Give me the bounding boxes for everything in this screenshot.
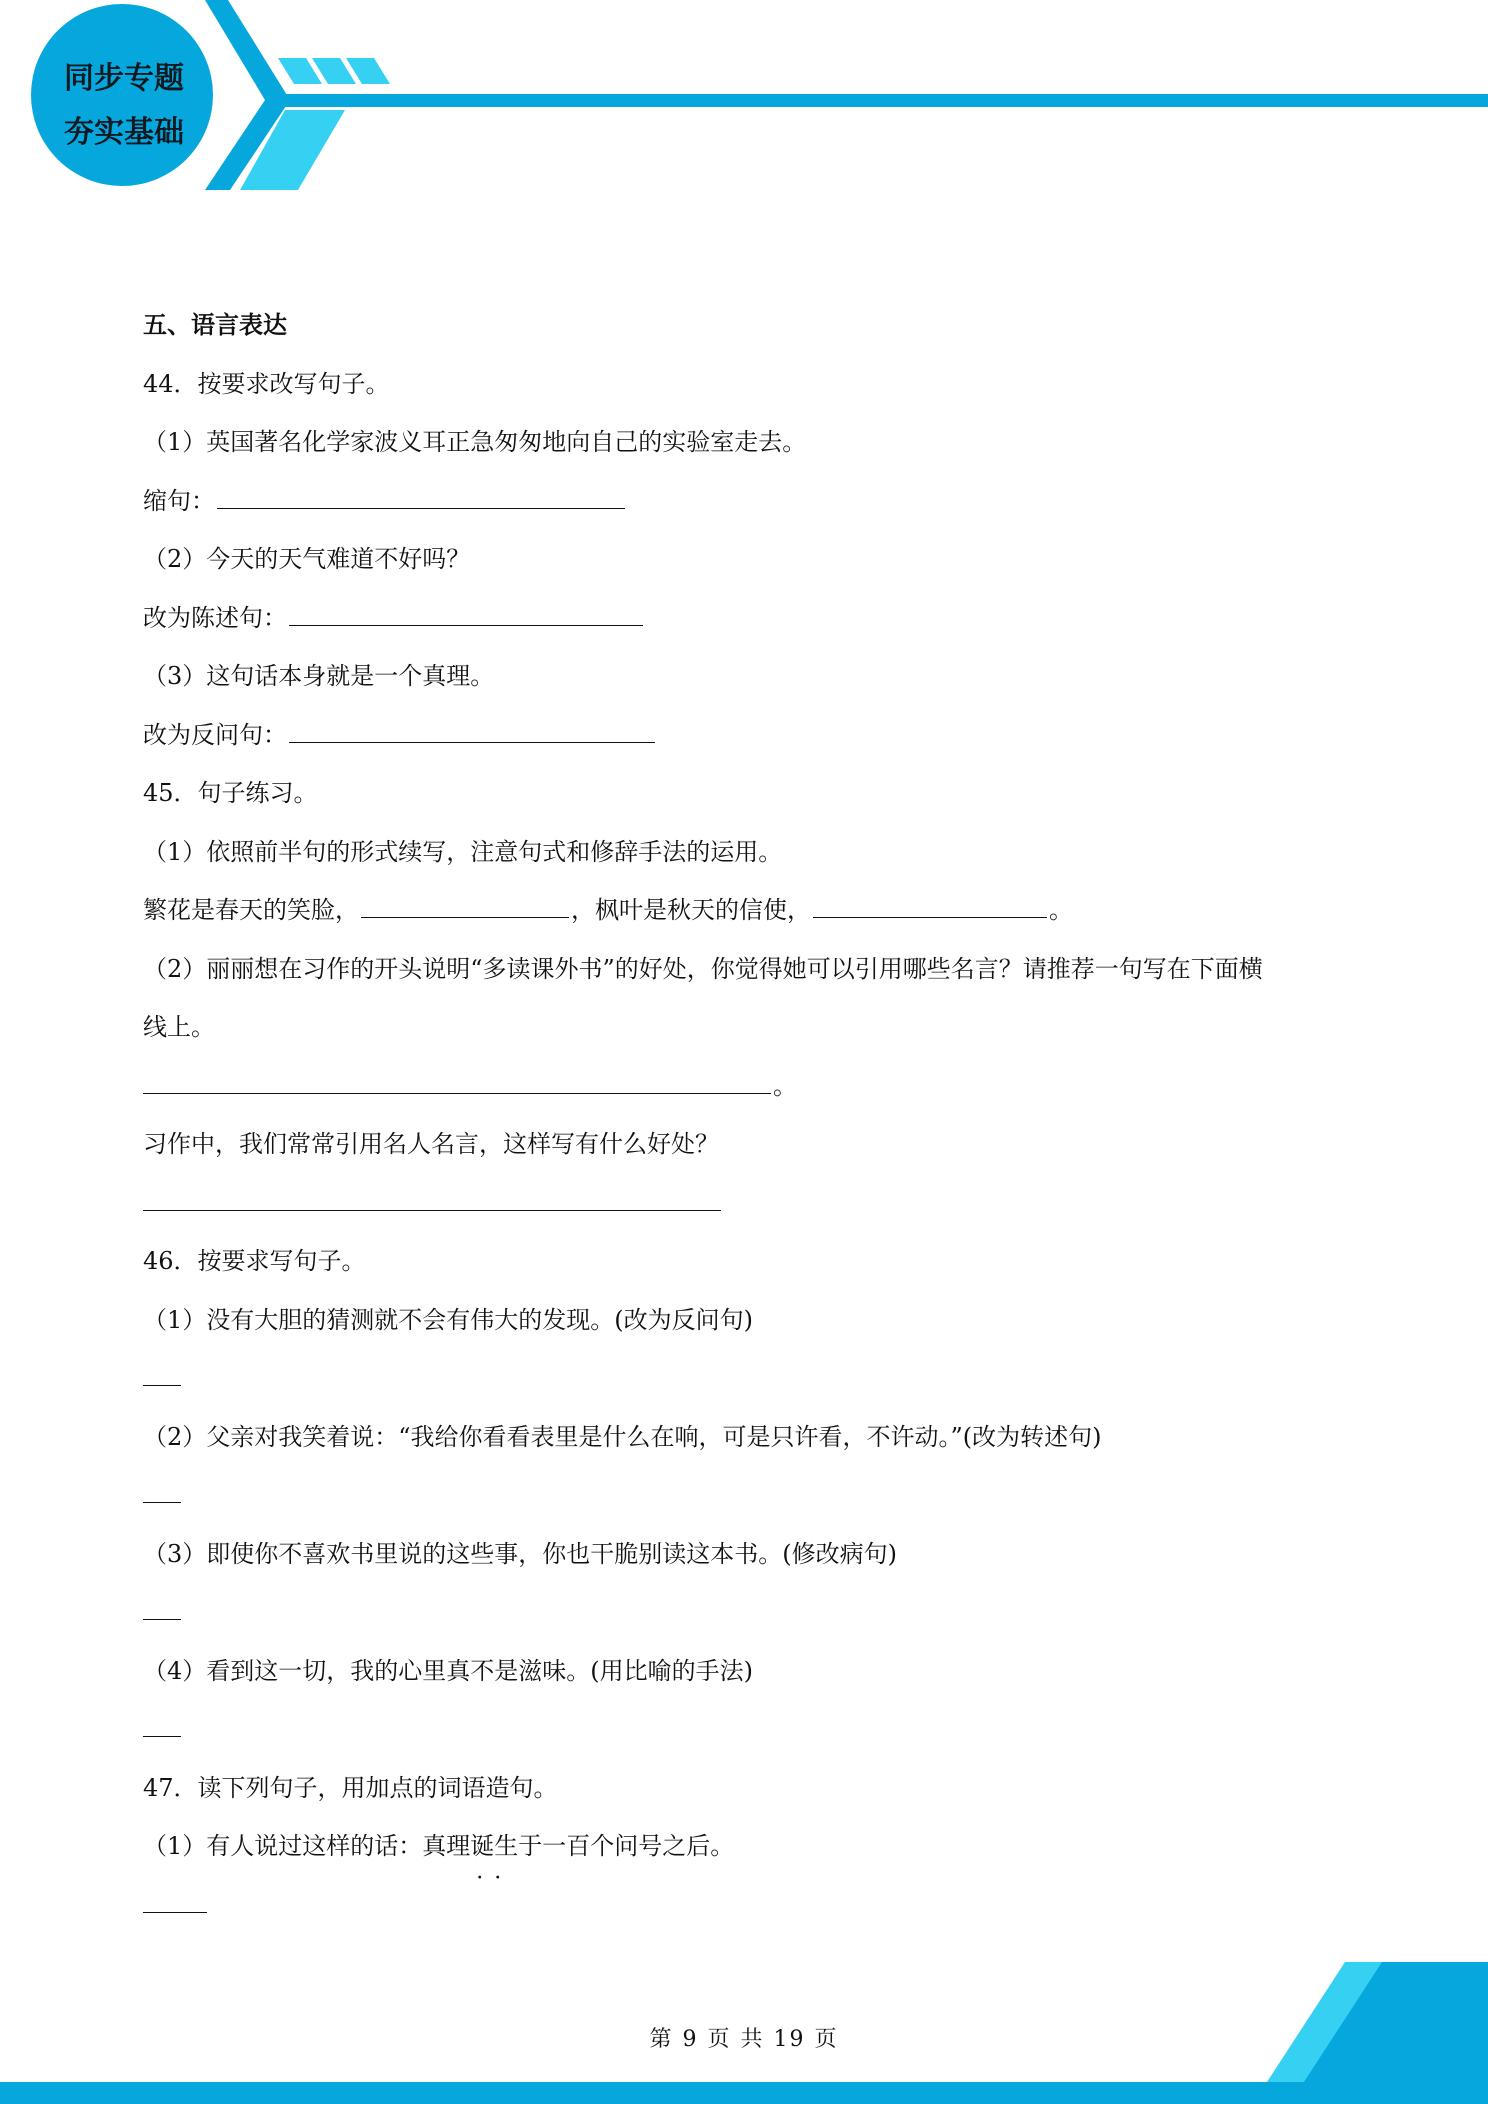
q46-part1-answer-blank[interactable] xyxy=(143,1355,181,1386)
header-band xyxy=(270,94,1488,107)
q47-part1 xyxy=(143,1817,1363,1876)
q44-part1-answer-label: 缩句： xyxy=(143,486,215,515)
q44-part3-answer xyxy=(143,706,1363,765)
q45-part2-answer-end: 。 xyxy=(773,1071,797,1100)
q45-part3: 习作中，我们常常引用名人名言，这样写有什么好处？ xyxy=(143,1130,719,1158)
document-body xyxy=(143,296,1363,1934)
logo xyxy=(36,52,212,160)
q46-part4-answer-blank[interactable] xyxy=(143,1706,181,1737)
q45-part2-line2: 线上。 xyxy=(143,1013,215,1041)
q46-part1: （1）没有大胆的猜测就不会有伟大的发现。(改为反问句) xyxy=(143,1305,753,1334)
q45-title: 45．句子练习。 xyxy=(143,779,318,807)
q45-part1-answer xyxy=(143,881,1363,940)
q45-part1-text-b: ，枫叶是秋天的信使， xyxy=(571,896,811,924)
q45-part3-answer xyxy=(143,1174,1363,1233)
q47-part1-prefix: （1）有人说过这样的话：真理 xyxy=(143,1832,471,1860)
q46-part3-answer xyxy=(143,1583,1363,1642)
q44-part1-answer xyxy=(143,472,1363,531)
q44-part3: （3）这句话本身就是一个真理。 xyxy=(143,662,495,690)
q44-part2: （2）今天的天气难道不好吗？ xyxy=(143,545,471,573)
q46-part4-answer xyxy=(143,1700,1363,1759)
page-number: 第 9 页 共 19 页 xyxy=(649,2027,839,2052)
q44-part1: （1）英国著名化学家波义耳正急匆匆地向自己的实验室走去。 xyxy=(143,428,807,456)
q45-part2-answer-blank[interactable] xyxy=(143,1063,771,1094)
q45-part1-blank-a[interactable] xyxy=(361,887,569,918)
q45-part2-line1: （2）丽丽想在习作的开头说明“多读课外书”的好处，你觉得她可以引用哪些名言？请推荐一句写在下面横 xyxy=(143,954,1263,983)
q44-part2-answer-label: 改为陈述句： xyxy=(143,603,287,632)
q46-part3: （3）即使你不喜欢书里说的这些事，你也干脆别读这本书。(修改病句) xyxy=(143,1539,897,1568)
logo-line-2: 夯实基础 xyxy=(64,115,184,150)
q46-title: 46．按要求写句子。 xyxy=(143,1247,366,1275)
q44-part2-answer xyxy=(143,589,1363,648)
q45-part2-answer xyxy=(143,1057,1363,1116)
q44-part2-answer-blank[interactable] xyxy=(289,595,643,626)
q46-part3-answer-blank[interactable] xyxy=(143,1589,181,1620)
q47-part1-answer-blank[interactable] xyxy=(143,1882,207,1913)
q45-part1-text-c: 。 xyxy=(1049,896,1073,924)
q45-part3-answer-blank[interactable] xyxy=(143,1180,721,1211)
q44-part3-answer-blank[interactable] xyxy=(289,712,655,743)
q45-part1-blank-b[interactable] xyxy=(813,887,1047,918)
q47-part1-suffix: 于一百个问号之后。 xyxy=(518,1832,735,1860)
q46-part1-answer xyxy=(143,1349,1363,1408)
q45-part1: （1）依照前半句的形式续写，注意句式和修辞手法的运用。 xyxy=(143,837,783,866)
q46-part2-answer-blank[interactable] xyxy=(143,1472,181,1503)
q47-title: 47．读下列句子，用加点的词语造句。 xyxy=(143,1773,558,1802)
q46-part2-answer xyxy=(143,1466,1363,1525)
section-title: 五、语言表达 xyxy=(143,311,287,339)
q44-title: 44．按要求改写句子。 xyxy=(143,369,390,398)
q46-part2: （2）父亲对我笑着说：“我给你看看表里是什么在响，可是只许看，不许动。”(改为转述句) xyxy=(143,1422,1102,1451)
q44-part1-answer-blank[interactable] xyxy=(217,478,625,509)
q44-part3-answer-label: 改为反问句： xyxy=(143,720,287,749)
footer-band xyxy=(0,2082,1488,2104)
q45-part1-text-a: 繁花是春天的笑脸， xyxy=(143,896,359,924)
logo-line-1: 同步专题 xyxy=(64,61,184,96)
q46-part4: （4）看到这一切，我的心里真不是滋味。(用比喻的手法) xyxy=(143,1656,753,1685)
q47-part1-dotted-word: 诞生 · · xyxy=(470,1832,518,1860)
q47-part1-answer xyxy=(143,1876,1363,1935)
